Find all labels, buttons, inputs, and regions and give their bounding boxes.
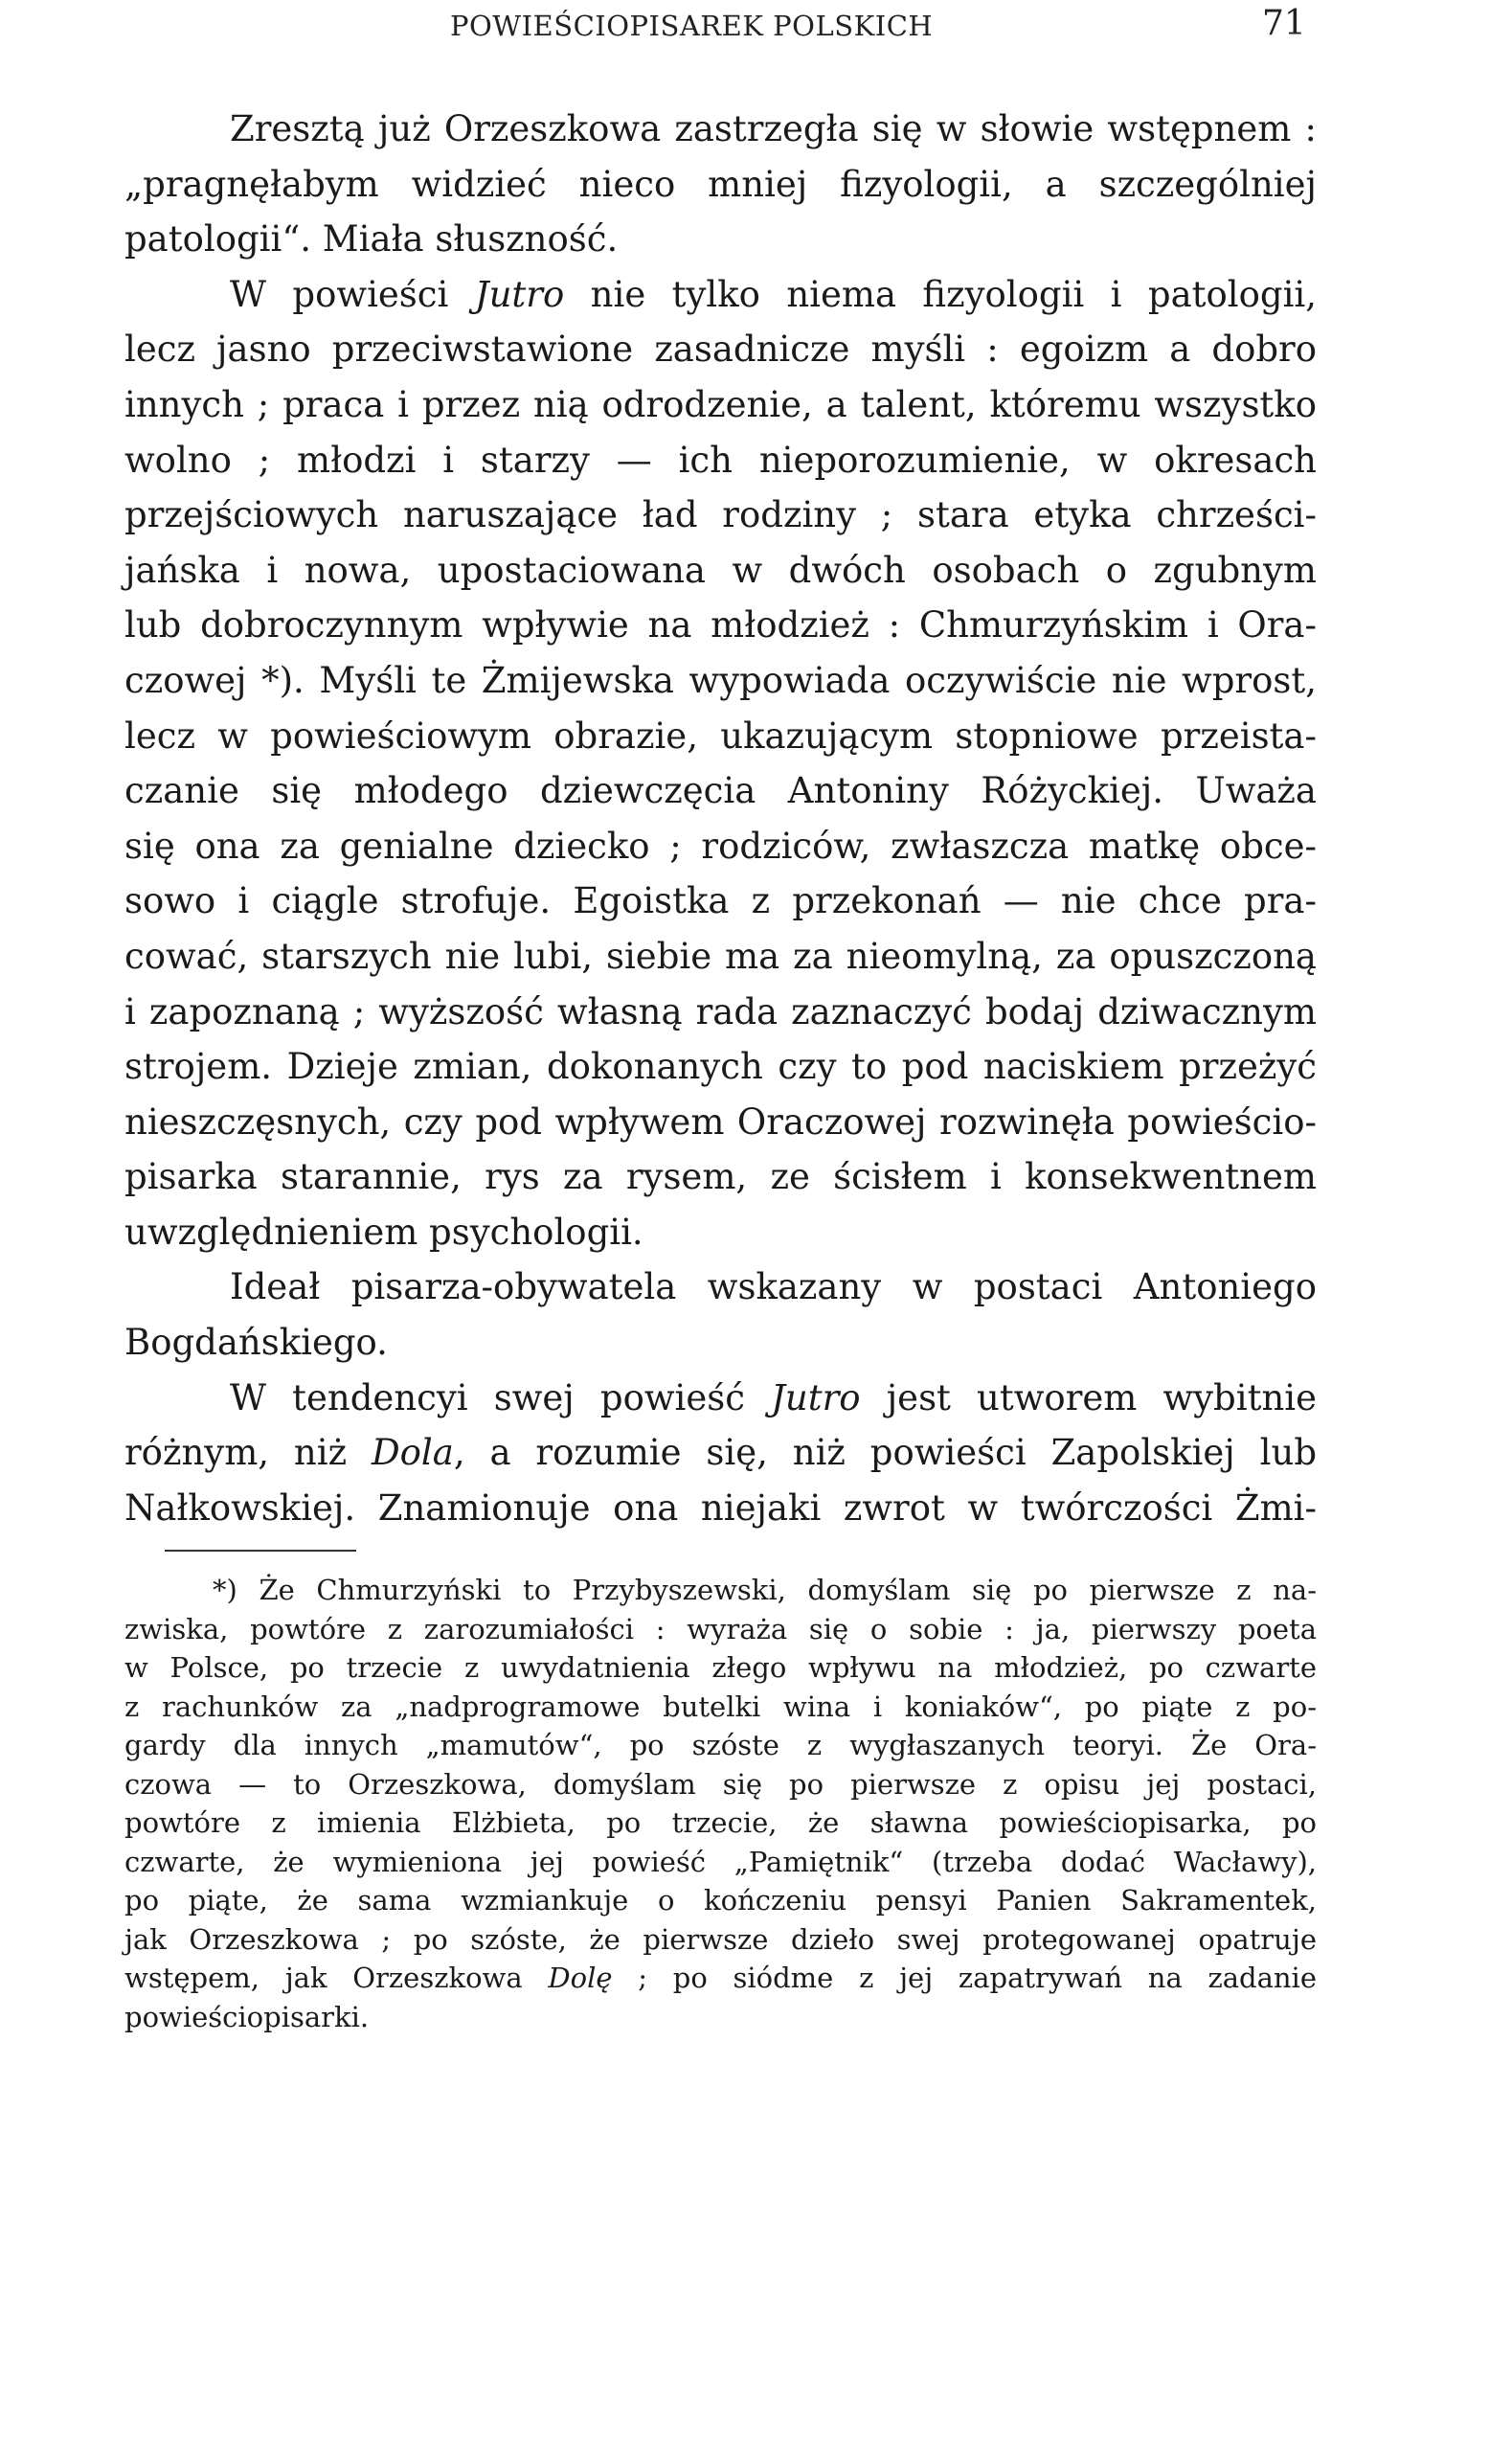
text-line: uwzględnieniem psychologii. — [124, 1211, 643, 1253]
footnote-line: po piąte, że sama wzmiankuje o kończeniu pensyi Panien Sakramentek, — [124, 1884, 1317, 1917]
text-line: strojem. Dzieje zmian, dokonanych czy to pod naciskiem przeżyć — [124, 1046, 1317, 1088]
text-line: cować, starszych nie lubi, siebie ma za nieomylną, za opuszczoną — [124, 935, 1317, 977]
main-text — [124, 102, 1317, 1535]
text-line: W powieści Jutro nie tylko niema fizyologii i patologii, — [230, 273, 1317, 315]
text-line: się ona za genialne dziecko ; rodziców, zwłaszcza matkę obce- — [124, 825, 1317, 867]
text-line: Nałkowskiej. Znamionuje ona niejaki zwrot w twórczości Żmi- — [124, 1486, 1317, 1529]
text-line: Bogdańskiego. — [124, 1322, 388, 1364]
text-line: lecz jasno przeciwstawione zasadnicze myśli : egoizm a dobro — [124, 329, 1317, 371]
text-line: W tendencyi swej powieść Jutro jest utworem wybitnie — [230, 1376, 1317, 1418]
footnote-line: czowa — to Orzeszkowa, domyślam się po pierwsze z opisu jej postaci, — [124, 1767, 1317, 1801]
text-line: „pragnęłabym widzieć nieco mniej fizyologii, a szczególniej — [124, 163, 1317, 205]
page-number: 71 — [1262, 4, 1306, 43]
footnote-line: powieściopisarki. — [124, 2000, 370, 2033]
footnote-line: powtóre z imienia Elżbieta, po trzecie, że sławna powieściopisarka, po — [124, 1806, 1317, 1839]
running-head: POWIEŚCIOPISAREK POLSKICH — [450, 10, 934, 42]
footnote-line: jak Orzeszkowa ; po szóste, że pierwsze dzieło swej protegowanej opatruje — [124, 1922, 1317, 1956]
text-line: sowo i ciągle strofuje. Egoistka z przekonań — nie chce pra- — [124, 880, 1317, 922]
text-line: jańska i nowa, upostaciowana w dwóch osobach o zgubnym — [124, 549, 1317, 591]
text-line: przejściowych naruszające ład rodziny ; stara etyka chrześci- — [124, 494, 1317, 536]
footnote-line: zwiska, powtóre z zarozumiałości : wyraża się o sobie : ja, pierwszy poeta — [124, 1612, 1317, 1645]
text-line: czanie się młodego dziewczęcia Antoniny Różyckiej. Uważa — [124, 770, 1317, 812]
text-line: czowej *). Myśli te Żmijewska wypowiada oczywiście nie wprost, — [124, 659, 1317, 701]
text-line: Ideał pisarza-obywatela wskazany w postaci Antoniego — [230, 1266, 1317, 1308]
text-line: wolno ; młodzi i starzy — ich nieporozumienie, w okresach — [124, 439, 1317, 481]
text-line: patologii“. Miała słuszność. — [124, 218, 619, 261]
footnote-line: wstępem, jak Orzeszkowa Dolę ; po siódme z jej zapatrywań na zadanie — [124, 1962, 1317, 1994]
text-line: i zapoznaną ; wyższość własną rada zaznaczyć bodaj dziwacznym — [124, 990, 1317, 1032]
footnote-line: czwarte, że wymieniona jej powieść „Pamiętnik“ (trzeba dodać Wacławy), — [124, 1845, 1317, 1878]
footnote-line: z rachunków za „nadprogramowe butelki wina i koniaków“, po piąte z po- — [124, 1690, 1317, 1723]
text-line: pisarka starannie, rys za rysem, ze ścisłem i konsekwentnem — [124, 1156, 1317, 1198]
text-line: innych ; praca i przez nią odrodzenie, a talent, któremu wszystko — [124, 383, 1317, 425]
footnote-rule — [165, 1550, 356, 1552]
text-line: nieszczęsnych, czy pod wpływem Oraczowej rozwinęła powieścio- — [124, 1100, 1317, 1143]
footnote-line: w Polsce, po trzecie z uwydatnienia złego wpływu na młodzież, po czwarte — [124, 1651, 1317, 1684]
footnote-line: gardy dla innych „mamutów“, po szóste z wygłaszanych teoryi. Że Ora- — [124, 1729, 1317, 1761]
text-line: Zresztą już Orzeszkowa zastrzegła się w słowie wstępnem : — [230, 108, 1317, 149]
text-line: lecz w powieściowym obrazie, ukazującym stopniowe przeista- — [124, 715, 1317, 757]
text-line: różnym, niż Dola, a rozumie się, niż powieści Zapolskiej lub — [124, 1432, 1317, 1474]
footnote — [124, 1571, 1317, 2036]
footnote-line: *) Że Chmurzyński to Przybyszewski, domyślam się po pierwsze z na- — [213, 1574, 1317, 1606]
text-line: lub dobroczynnym wpływie na młodzież : Chmurzyńskim i Ora- — [124, 604, 1317, 647]
